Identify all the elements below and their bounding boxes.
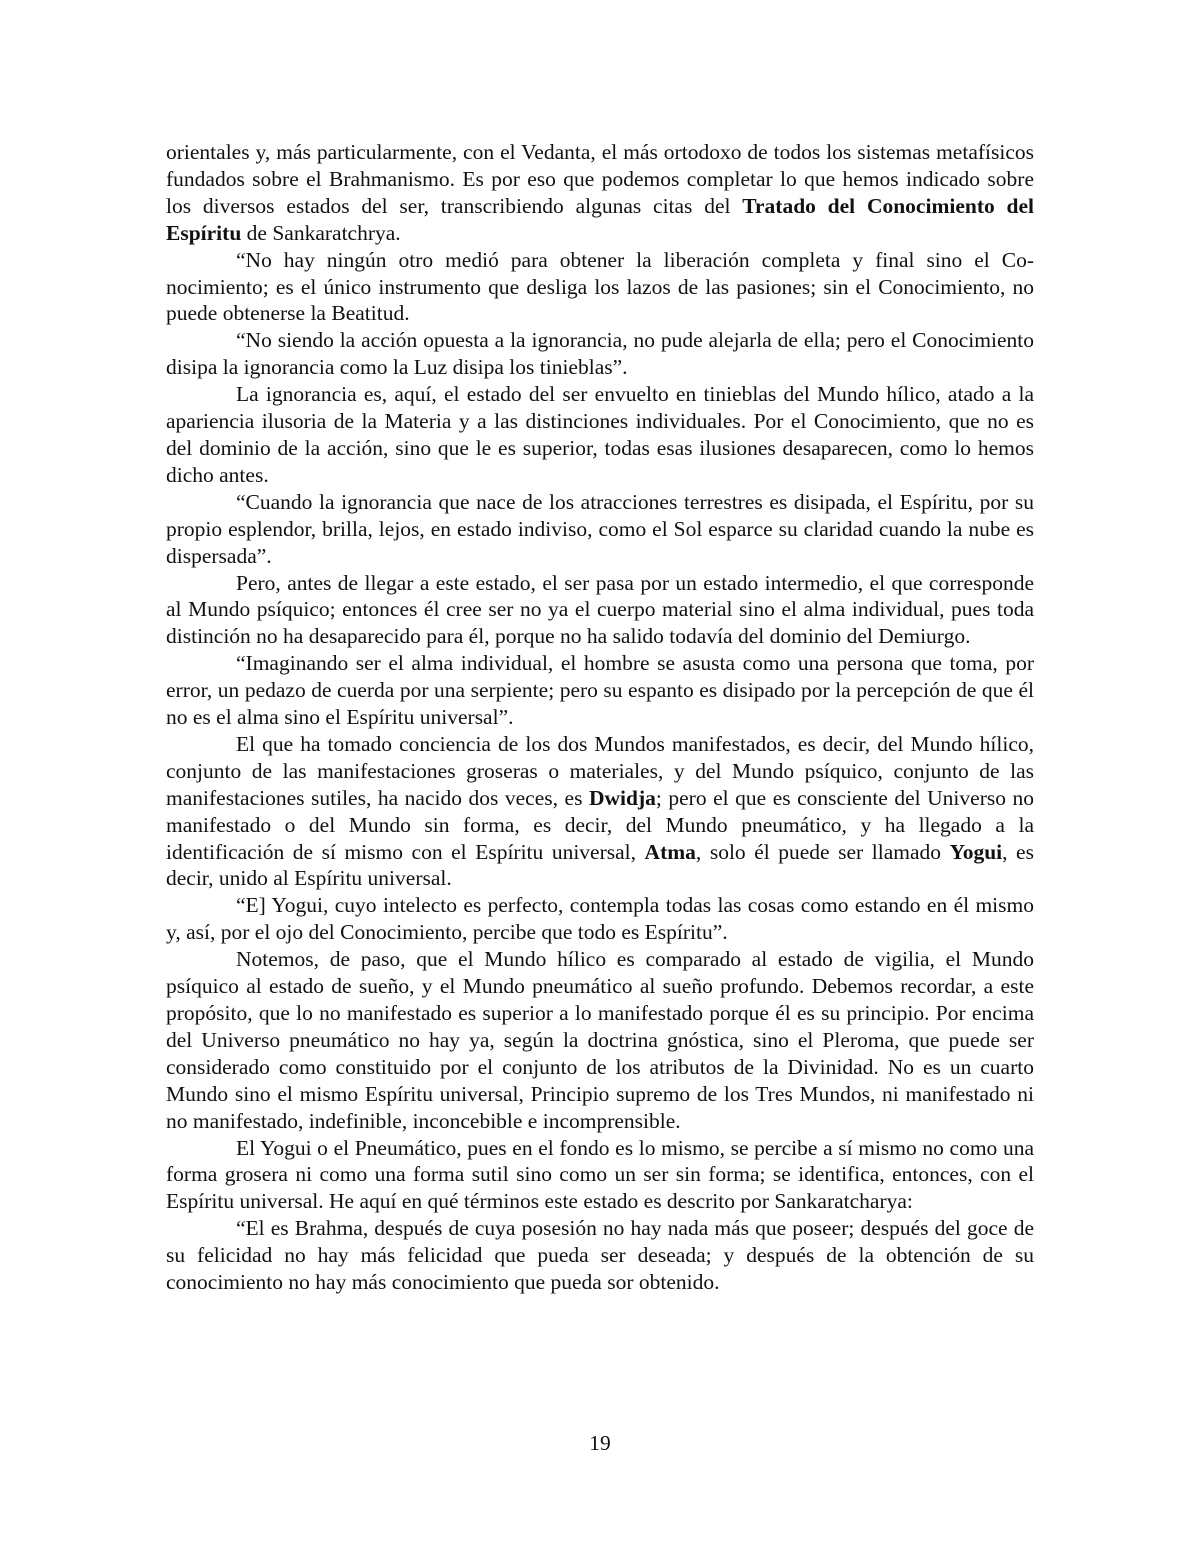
text-run: La ignorancia es, aquí, el estado del ser envuelto en tinieblas del Mundo hílico, atado a la apariencia ilusoria de la Materia y a las distinciones individuales. Por el Conocimiento, que no es del dominio de la acción, sino que le es superior, todas esas ilusiones desaparecen, como lo hemos dicho antes. bbox=[166, 382, 1034, 487]
paragraph-11 bbox=[166, 1135, 1034, 1216]
text-run: “Imaginando ser el alma individual, el hombre se asusta como una persona que toma, por error, un pedazo de cuerda por una serpiente; pero su espanto es disipado por la percepción de que él no es el alma sino el Espíritu universal”. bbox=[166, 651, 1034, 730]
text-run: orientales y, más particularmente, con el Vedanta, el más ortodoxo de todos los sistemas metafísicos fundados sobre el Brahmanismo. Es por eso que podemos completar lo que hemos indicado sobre los diversos estados del ser, transcribiendo algunas citas del bbox=[166, 140, 1034, 218]
paragraph-10 bbox=[166, 946, 1034, 1134]
paragraph-6 bbox=[166, 570, 1034, 651]
text-run: Pero, antes de llegar a este estado, el ser pasa por un estado intermedio, el que corresponde al Mundo psíquico; entonces él cree ser no ya el cuerpo material sino el alma individual, pues toda distinción no ha desaparecido para él, porque no ha salido todavía del dominio del Demiurgo. bbox=[166, 570, 1034, 649]
book-title-bold: Tratado del Conocimiento del Espíritu bbox=[166, 193, 1034, 245]
paragraph-4 bbox=[166, 381, 1034, 489]
paragraph-1 bbox=[166, 139, 1034, 247]
paragraph-7 bbox=[166, 650, 1034, 731]
paragraph-9 bbox=[166, 892, 1034, 946]
term-yogui-bold: Yogui bbox=[949, 839, 1003, 864]
paragraph-2 bbox=[166, 247, 1034, 328]
term-atma-bold: Atma bbox=[644, 839, 696, 864]
page-number: 19 bbox=[589, 1431, 611, 1455]
paragraph-8 bbox=[166, 731, 1034, 892]
text-run: , solo él puede ser llamado bbox=[695, 839, 950, 864]
text-run: “No hay ningún otro medió para obtener la liberación completa y final sino el Conocimiento; es el único instrumento que desliga los lazos de las pasiones; sin el Conocimiento, no puede obtenerse la Beatitud. bbox=[166, 247, 1034, 326]
text-run: , es decir, unido al Espíritu universal. bbox=[166, 839, 1034, 891]
text-run: “El es Brahma, después de cuya posesión no hay nada más que poseer; después del goce de su felicidad no hay más felicidad que pueda ser deseada; y después de la obtención de su conocimiento no hay más conocimiento que pueda sor obtenido. bbox=[166, 1216, 1034, 1295]
text-run: El que ha tomado conciencia de los dos Mundos manifestados, es decir, del Mundo hílico, conjunto de las manifestaciones groseras o materiales, y del Mundo psíquico, conjunto de las manifestaciones sutiles, ha nacido dos veces, es bbox=[166, 731, 1034, 810]
text-run: de Sankaratchrya. bbox=[241, 220, 401, 245]
text-run: El Yogui o el Pneumático, pues en el fondo es lo mismo, se percibe a sí mismo no como una forma grosera ni como una forma sutil sino como un ser sin forma; se identifica, entonces, con el Espíritu universal. He aquí en qué términos este estado es descrito por Sankaratcharya: bbox=[166, 1135, 1034, 1214]
text-run: “E] Yogui, cuyo intelecto es perfecto, contempla todas las cosas como estando en él mismo y, así, por el ojo del Conocimiento, percibe que todo es Espíritu”. bbox=[166, 893, 1034, 945]
text-run: Notemos, de paso, que el Mundo hílico es comparado al estado de vigilia, el Mundo psíquico al estado de sueño, y el Mundo pneumático al sueño profundo. Debemos recordar, a este propósito, que lo no manifestado es superior a lo manifestado porque él es su principio. Por encima del Universo pneumático no hay ya, según la doctrina gnóstica, sino el Pleroma, que puede ser considerado como constituido por el conjunto de los atributos de la Divinidad. No es un cuarto Mundo sino el mismo Espíritu universal, Principio supremo de los Tres Mundos, ni manifestado ni no manifestado, indefinible, inconcebible e incomprensible. bbox=[166, 947, 1034, 1133]
text-run: ; pero el que es consciente del Universo no manifestado o del Mundo sin forma, es decir, del Mundo pneumático, y ha llegado a la identificación de sí mismo con el Espíritu universal, bbox=[166, 785, 1034, 864]
text-run: “Cuando la ignorancia que nace de los atracciones terrestres es disipada, el Espíritu, por su propio esplendor, brilla, lejos, en estado indiviso, como el Sol esparce su claridad cuando la nube es dispersada”. bbox=[166, 489, 1034, 568]
term-dwidja-bold: Dwidja bbox=[588, 785, 656, 810]
text-run: “No siendo la acción opuesta a la ignorancia, no pude alejarla de ella; pero el Conocimiento disipa la ignorancia como la Luz disipa los tinieblas”. bbox=[166, 328, 1034, 380]
paragraph-3 bbox=[166, 327, 1034, 381]
paragraph-5 bbox=[166, 489, 1034, 570]
paragraph-12 bbox=[166, 1215, 1034, 1296]
body-text bbox=[166, 139, 1034, 1296]
